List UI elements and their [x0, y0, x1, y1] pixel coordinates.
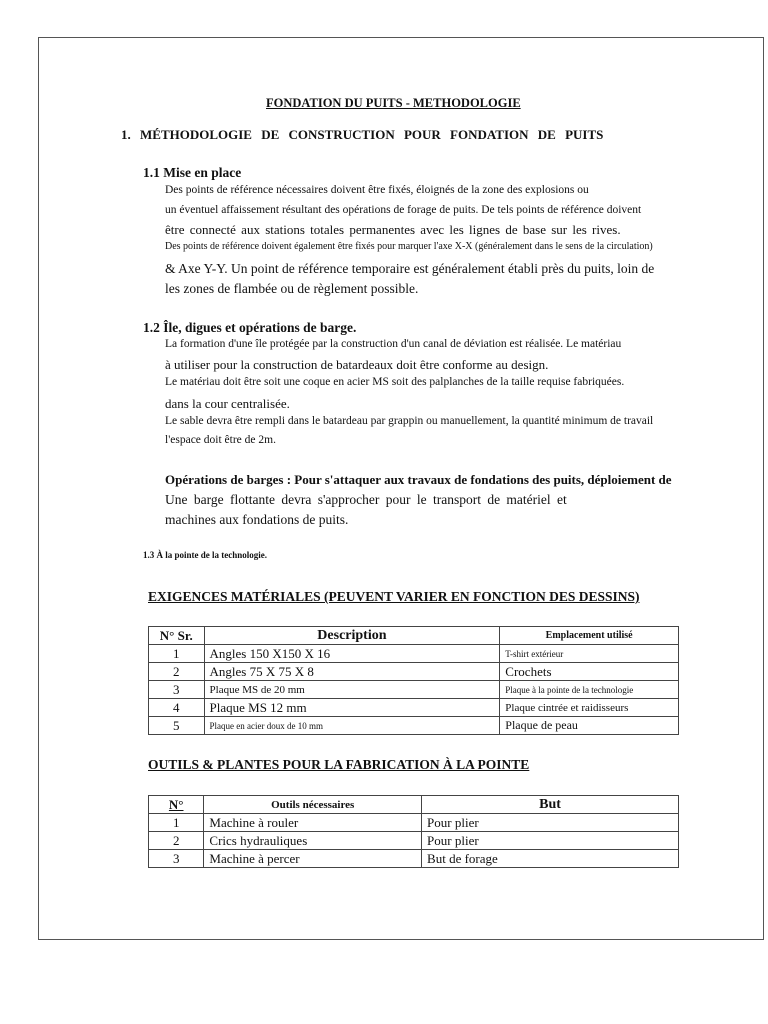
- table-cell: 1: [149, 814, 204, 832]
- table-cell: Crics hydrauliques: [204, 832, 422, 850]
- table-cell: Machine à percer: [204, 850, 422, 868]
- table-row: [149, 814, 679, 832]
- column-header: Outils nécessaires: [204, 796, 422, 814]
- paragraph-line: Des points de référence nécessaires doivent être fixés, éloignés de la zone des explosions ou: [165, 184, 589, 196]
- table-cell: 2: [149, 663, 205, 681]
- tools-title: OUTILS & PLANTES POUR LA FABRICATION À LA POINTE: [148, 757, 530, 772]
- section-1-heading: 1. MÉTHODOLOGIE DE CONSTRUCTION POUR FONDATION DE PUITS: [121, 127, 604, 142]
- table-cell: 2: [149, 832, 204, 850]
- column-header: N° Sr.: [149, 627, 205, 645]
- paragraph-line: Le matériau doit être soit une coque en acier MS soit des palplanches de la taille requise fabriquées.: [165, 376, 625, 388]
- paragraph-line: dans la cour centralisée.: [165, 396, 290, 411]
- table-cell: T-shirt extérieur: [500, 645, 679, 663]
- table-cell: Pour plier: [422, 814, 679, 832]
- table-cell: But de forage: [422, 850, 679, 868]
- paragraph-line: Des points de référence doivent également être fixés pour marquer l'axe X-X (généralement dans le sens de la circulation): [165, 241, 653, 252]
- table-cell: Angles 150 X150 X 16: [204, 645, 500, 663]
- column-header: N°: [149, 796, 204, 814]
- table-cell: Plaque en acier doux de 10 mm: [204, 717, 500, 735]
- table-row: [149, 832, 679, 850]
- paragraph-line: être connecté aux stations totales permanentes avec les lignes de base sur les rives.: [165, 222, 621, 237]
- table-row: [149, 699, 679, 717]
- tools-table: [148, 795, 679, 868]
- paragraph-line: & Axe Y-Y. Un point de référence temporaire est généralement établi près du puits, loin de: [165, 261, 655, 276]
- table-cell: Plaque MS de 20 mm: [204, 681, 500, 699]
- table-cell: 3: [149, 681, 205, 699]
- paragraph-line: machines aux fondations de puits.: [165, 512, 349, 527]
- table-cell: Plaque cintrée et raidisseurs: [500, 699, 679, 717]
- table-row: [149, 850, 679, 868]
- table-cell: Plaque de peau: [500, 717, 679, 735]
- table-cell: Plaque à la pointe de la technologie: [500, 681, 679, 699]
- document-title: FONDATION DU PUITS - METHODOLOGIE: [266, 96, 521, 110]
- table-cell: Pour plier: [422, 832, 679, 850]
- table-cell: 3: [149, 850, 204, 868]
- paragraph-line: Une barge flottante devra s'approcher pour le transport de matériel et: [165, 492, 567, 507]
- column-header: But: [422, 796, 679, 814]
- table-row: [149, 717, 679, 735]
- table-cell: 1: [149, 645, 205, 663]
- barge-heading: Opérations de barges : Pour s'attaquer aux travaux de fondations des puits, déploiement de: [165, 472, 672, 487]
- table-row: [149, 681, 679, 699]
- table-header-row: [149, 796, 679, 814]
- table-cell: Angles 75 X 75 X 8: [204, 663, 500, 681]
- table-cell: Plaque MS 12 mm: [204, 699, 500, 717]
- table-cell: Machine à rouler: [204, 814, 422, 832]
- paragraph-line: Le sable devra être rempli dans le batardeau par grappin ou manuellement, la quantité minimum de travail: [165, 415, 654, 427]
- table-cell: 4: [149, 699, 205, 717]
- column-header: Emplacement utilisé: [500, 627, 679, 645]
- section-1-3-heading: 1.3 À la pointe de la technologie.: [143, 550, 267, 560]
- paragraph-line: l'espace doit être de 2m.: [165, 434, 276, 446]
- table-header-row: [149, 627, 679, 645]
- section-1-2-heading: 1.2 Île, digues et opérations de barge.: [143, 320, 357, 335]
- paragraph-line: les zones de flambée ou de règlement possible.: [165, 281, 419, 296]
- table-row: [149, 645, 679, 663]
- paragraph-line: La formation d'une île protégée par la construction d'un canal de déviation est réalisée. Le matériau: [165, 338, 622, 350]
- section-1-1-heading: 1.1 Mise en place: [143, 165, 242, 180]
- table-cell: 5: [149, 717, 205, 735]
- table-cell: Crochets: [500, 663, 679, 681]
- paragraph-line: à utiliser pour la construction de batardeaux doit être conforme au design.: [165, 357, 549, 372]
- column-header: Description: [204, 627, 500, 645]
- table-row: [149, 663, 679, 681]
- paragraph-line: un éventuel affaissement résultant des opérations de forage de puits. De tels points de référence doivent: [165, 204, 642, 216]
- materials-title: EXIGENCES MATÉRIALES (PEUVENT VARIER EN FONCTION DES DESSINS): [148, 589, 640, 604]
- materials-table: [148, 626, 679, 735]
